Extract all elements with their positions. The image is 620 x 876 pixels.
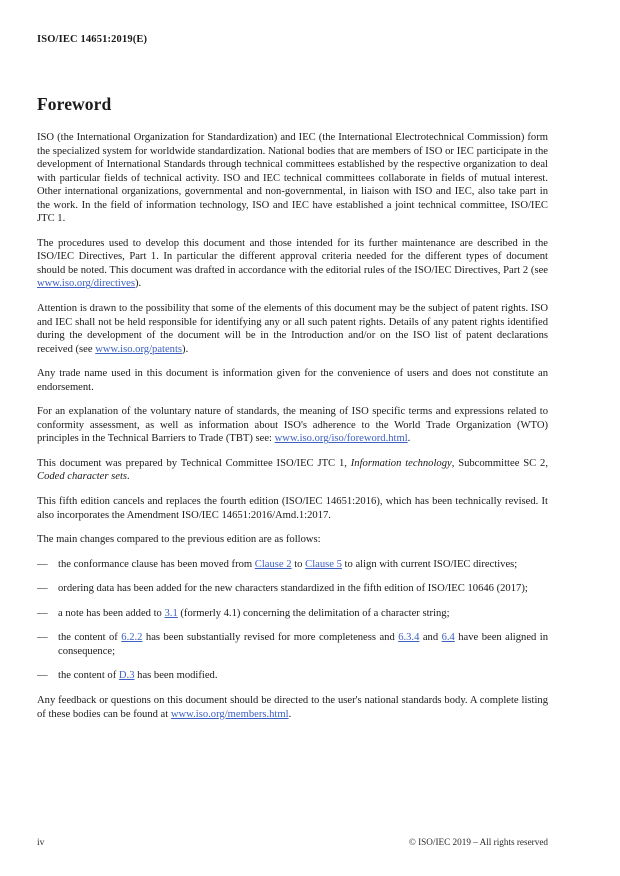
tc-text-part3: . — [127, 471, 130, 483]
paragraph-patent-rights — [37, 302, 548, 356]
link-clause-5[interactable]: Clause 5 — [305, 558, 342, 570]
paragraph-procedures-text-before: The procedures used to develop this document and those intended for its further maintenance are described in the ISO/IEC Directives, Part 1. In particular the different approval criteria needed for the different types of document should be noted. This document was drafted in accordance with the editorial rules of the ISO/IEC Directives, Part 2 (see — [37, 237, 548, 276]
tc-italic-information-technology: Information technology — [350, 457, 452, 469]
paragraph-scope-iso-iec: ISO (the International Organization for Standardization) and IEC (the International Electrotechnical Commission) form the specialized system for worldwide standardization. National bodies that are members of ISO or IEC participate in the development of International Standards through technical committees established by the respective organization to deal with particular fields of technical activity. ISO and IEC technical committees collaborate in fields of mutual interest. Other international organizations, governmental and non-governmental, in liaison with ISO and IEC, also take part in the work. In the field of information technology, ISO and IEC have established a joint technical committee, ISO/IEC JTC 1. — [37, 132, 548, 225]
link-clause-2[interactable]: Clause 2 — [254, 558, 292, 570]
tc-italic-coded-character-sets: Coded character sets — [37, 471, 128, 483]
list-item-seg3: and — [419, 632, 442, 644]
link-section-3-1[interactable]: 3.1 — [164, 607, 178, 619]
change-list — [37, 558, 548, 683]
page-title: Foreword — [37, 94, 112, 114]
paragraph-technical-committee — [37, 457, 548, 484]
paragraph-patent-text-before: Attention is drawn to the possibility that some of the elements of this document may be the subject of patent rights. ISO and IEC shall not be held responsible for identifying any or all such patent rights. Details of any patent rights identified during the development of the document will be in the Introduction and/or on the ISO list of patent declarations received (see — [37, 303, 548, 355]
link-iso-foreword[interactable]: www.iso.org/iso/foreword.html — [274, 433, 408, 445]
feedback-text-before: Any feedback or questions on this document should be directed to the user's national standards body. A complete listing of these bodies can be found at — [37, 694, 548, 720]
page-footer — [37, 836, 548, 849]
list-item-seg2: has been modified. — [134, 670, 218, 682]
paragraph-voluntary-text-after: . — [407, 433, 411, 445]
em-dash-marker: — — [37, 583, 48, 595]
list-item — [37, 631, 548, 658]
list-item-seg1: the content of — [58, 670, 119, 682]
list-item-seg1: the content of — [58, 632, 122, 644]
page-content — [37, 33, 548, 732]
paragraph-procedures-text-after: ). — [134, 278, 142, 290]
em-dash-marker: — — [37, 607, 48, 619]
paragraph-voluntary-nature — [37, 405, 548, 446]
tc-text-part2: , Subcommittee SC 2, — [451, 457, 548, 469]
paragraph-fifth-edition: This fifth edition cancels and replaces the fourth edition (ISO/IEC 14651:2016), which has been technically revised. It also incorporates the Amendment ISO/IEC 14651:2016/Amd.1:2017. — [37, 496, 548, 521]
paragraph-voluntary-text-before: For an explanation of the voluntary nature of standards, the meaning of ISO specific terms and expressions related to conformity assessment, as well as information about ISO's adherence to the World Trade Organization (WTO) principles in the Technical Barriers to Trade (TBT) see: — [37, 406, 548, 445]
copyright-notice: © ISO/IEC 2019 – All rights reserved — [408, 837, 548, 847]
paragraph-procedures — [37, 237, 548, 291]
tc-text-part1: This document was prepared by Technical Committee ISO/IEC JTC 1, — [37, 457, 351, 469]
feedback-text-after: . — [288, 708, 292, 720]
em-dash-marker: — — [37, 558, 48, 570]
paragraph-trade-name: Any trade name used in this document is information given for the convenience of users and does not constitute an endorsement. — [37, 368, 548, 393]
list-item-seg1: the conformance clause has been moved from — [58, 558, 255, 570]
list-item-seg1: ordering data has been added for the new characters standardized in the fifth edition of ISO/IEC 10646 (2017); — [58, 583, 528, 595]
list-item — [37, 607, 548, 621]
link-section-6-4[interactable]: 6.4 — [441, 632, 455, 644]
list-item — [37, 582, 548, 596]
link-annex-d-3[interactable]: D.3 — [118, 670, 135, 682]
paragraph-patent-text-after: ). — [182, 343, 189, 355]
link-section-6-3-4[interactable]: 6.3.4 — [398, 632, 420, 644]
page-number: iv — [37, 838, 45, 848]
link-iso-members[interactable]: www.iso.org/members.html — [170, 708, 289, 720]
list-item-seg1: a note has been added to — [58, 607, 165, 619]
list-item-seg3: to align with current ISO/IEC directives; — [341, 558, 518, 570]
list-item-seg4: have been aligned in consequence; — [58, 632, 548, 657]
list-item — [37, 669, 548, 683]
em-dash-marker: — — [37, 632, 48, 644]
list-item-seg2: (formerly 4.1) concerning the delimitation of a character string; — [177, 607, 450, 619]
running-head: ISO/IEC 14651:2019(E) — [37, 34, 148, 45]
link-section-6-2-2[interactable]: 6.2.2 — [121, 632, 143, 644]
em-dash-marker: — — [37, 670, 48, 682]
link-iso-directives[interactable]: www.iso.org/directives — [37, 278, 135, 290]
paragraph-main-changes-lead-in: The main changes compared to the previous edition are as follows: — [37, 534, 321, 546]
list-item — [37, 558, 548, 572]
paragraph-feedback — [37, 694, 548, 721]
list-item-seg2: has been substantially revised for more completeness and — [142, 632, 399, 644]
link-iso-patents[interactable]: www.iso.org/patents — [95, 343, 183, 355]
list-item-seg2: to — [291, 558, 306, 570]
